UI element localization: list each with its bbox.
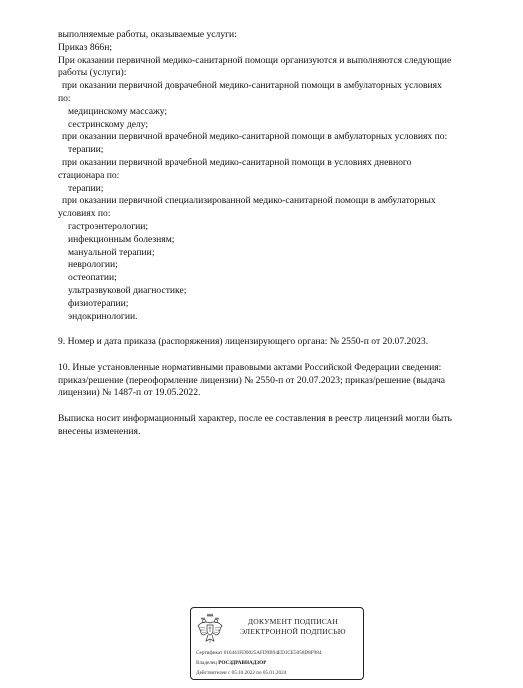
list-item: остеопатии; [68, 272, 117, 284]
text-line: работы (услуги): [58, 67, 127, 79]
section-10-line: приказ/решение (переоформление лицензии) № 2550-п от 20.07.2023; приказ/решение (выдача [58, 374, 446, 386]
list-item: терапии; [68, 144, 104, 156]
text-line: при оказании первичной врачебной медико-санитарной помощи в условиях дневного [62, 156, 412, 168]
text-line: стационара по: [58, 169, 120, 181]
text-line: выполняемые работы, оказываемые услуги: [58, 29, 237, 40]
section-9: 9. Номер и дата приказа (распоряжения) лицензирующего органа: № 2550-п от 20.07.2023. [58, 336, 429, 348]
list-item: неврологии; [68, 259, 118, 271]
text-line: при оказании первичной врачебной медико-санитарной помощи в амбулаторных условиях по: [62, 131, 448, 143]
text-line: При оказании первичной медико-санитарной помощи организуются и выполняются следующие [58, 54, 452, 66]
list-item: физиотерапии; [68, 297, 129, 309]
owner-value: РОСЗДРАВНАДЗОР [218, 660, 267, 666]
certificate-line [196, 650, 321, 656]
owner-label: Владелец [196, 660, 217, 666]
list-item: инфекционным болезням; [68, 233, 175, 245]
list-item: мануальной терапии; [68, 246, 155, 258]
text-line: условиях по: [58, 208, 111, 220]
stamp-title-line: ЭЛЕКТРОННОЙ ПОДПИСЬЮ [240, 626, 346, 636]
document-body [58, 29, 498, 439]
stamp-title [225, 617, 361, 636]
text-line: при оказании первичной специализированной медико-санитарной помощи в амбулаторных [62, 195, 436, 207]
paragraph-gap [58, 349, 498, 362]
validity-line: Действителен с 05.10.2022 по 05.01.2024 [196, 670, 287, 676]
section-10-line: лицензии) № 1487-п от 19.05.2022. [58, 387, 201, 399]
paragraph-gap [58, 323, 498, 336]
list-item: ультразвуковой диагностике; [68, 284, 187, 296]
list-item: сестринскому делу; [68, 118, 149, 130]
text-line: при оказании первичной доврачебной медико-санитарной помощи в амбулаторных условиях [62, 80, 442, 92]
list-item: медицинскому массажу; [68, 105, 168, 117]
list-item: эндокринологии. [68, 310, 138, 322]
list-item: гастроэнтерологии; [68, 220, 149, 232]
note-line: Выписка носит информационный характер, после ее составления в реестр лицензий могли быть [58, 412, 452, 424]
electronic-signature-stamp [190, 607, 364, 680]
paragraph-gap [58, 400, 498, 413]
certificate-value: 016441FD0025AFD9B94ED1CE5058D8F984 [223, 650, 322, 656]
certificate-label: Сертификат [196, 650, 223, 656]
text-line: по: [58, 92, 71, 104]
coat-of-arms-icon [197, 613, 223, 645]
text-line: Приказ 866н; [58, 41, 113, 53]
owner-line [196, 660, 266, 666]
list-item: терапии; [68, 182, 104, 194]
note-line: внесены изменения. [58, 425, 141, 437]
section-10-line: 10. Иные установленные нормативными правовыми актами Российской Федерации сведения: [58, 361, 442, 373]
stamp-title-line: ДОКУМЕНТ ПОДПИСАН [247, 617, 339, 626]
